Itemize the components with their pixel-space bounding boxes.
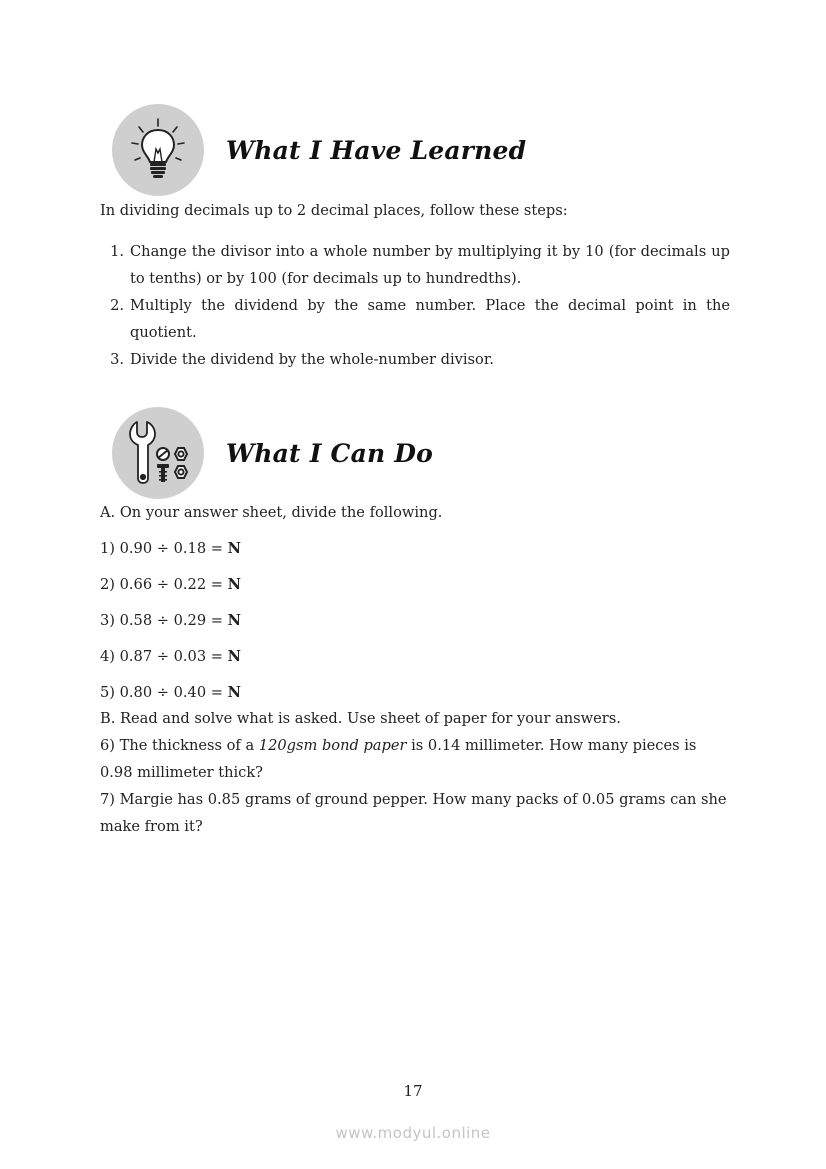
learned-header	[112, 104, 526, 196]
watermark: www.modyul.online	[335, 1124, 491, 1142]
part-a-instruction: A. On your answer sheet, divide the following.	[100, 504, 443, 521]
word-problems	[100, 705, 730, 840]
page-number: 17	[403, 1082, 423, 1100]
wrench-tools-icon	[112, 407, 204, 499]
step-text: Multiply the dividend by the same number. Place the decimal point in the quotient.	[130, 297, 730, 341]
step-number: 1.	[110, 243, 124, 260]
equation-blank: N	[227, 648, 241, 665]
equation-expression: 4) 0.87 ÷ 0.03 =	[100, 648, 228, 665]
list-item	[100, 346, 730, 373]
equation-item	[100, 643, 241, 670]
learned-title: What I Have Learned	[226, 135, 527, 165]
equation-blank: N	[227, 684, 241, 701]
equation-expression: 3) 0.58 ÷ 0.29 =	[100, 612, 228, 629]
step-text: Change the divisor into a whole number by multiplying it by 10 (for decimals up to tenths) or by 100 (for decimals up to hundredths).	[130, 243, 730, 287]
equation-item	[100, 571, 241, 598]
cando-header	[112, 407, 433, 499]
equation-expression: 1) 0.90 ÷ 0.18 =	[100, 540, 228, 557]
equation-item	[100, 607, 241, 634]
equation-blank: N	[227, 612, 241, 629]
equation-item	[100, 679, 241, 706]
equation-blank: N	[227, 540, 241, 557]
step-number: 3.	[110, 351, 124, 368]
equation-expression: 5) 0.80 ÷ 0.40 =	[100, 684, 228, 701]
cando-title: What I Can Do	[226, 438, 434, 468]
lightbulb-icon	[112, 104, 204, 196]
step-text: Divide the dividend by the whole-number divisor.	[130, 351, 494, 368]
part-b-instruction: B. Read and solve what is asked. Use sheet of paper for your answers.	[100, 710, 621, 727]
equation-expression: 2) 0.66 ÷ 0.22 =	[100, 576, 228, 593]
list-item	[100, 238, 730, 292]
list-item	[100, 292, 730, 346]
problem-6-emphasis: 120gsm bond paper	[258, 737, 407, 754]
step-number: 2.	[110, 297, 124, 314]
problem-6: 6) The thickness of a 120gsm bond paper is 0.14 millimeter. How many pieces is 0.98 millimeter thick?	[100, 737, 697, 781]
learned-intro: In dividing decimals up to 2 decimal places, follow these steps:	[100, 202, 568, 219]
equation-blank: N	[227, 576, 241, 593]
steps-list	[100, 238, 730, 373]
problem-7: 7) Margie has 0.85 grams of ground pepper. How many packs of 0.05 grams can she make from it?	[100, 791, 727, 835]
equation-item	[100, 535, 241, 562]
